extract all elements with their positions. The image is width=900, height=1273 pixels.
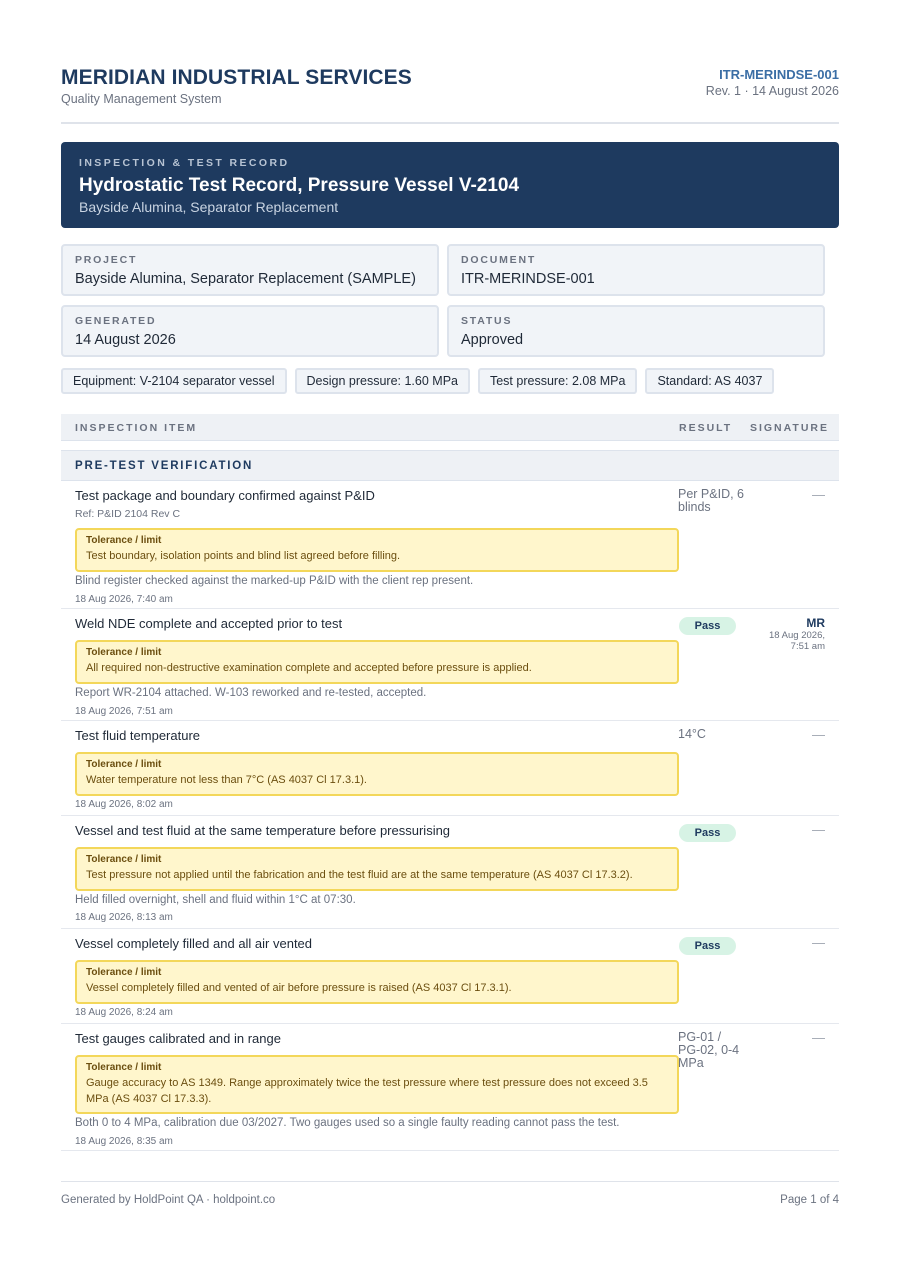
title-banner — [61, 142, 839, 228]
row-timestamp: 18 Aug 2026, 7:51 am — [75, 706, 173, 717]
document-header — [61, 0, 839, 124]
table-row — [61, 481, 839, 609]
spec-chips — [61, 368, 774, 394]
section-header — [61, 450, 839, 481]
table-row — [61, 1024, 839, 1151]
document-label: DOCUMENT — [461, 254, 537, 266]
row-signature: — — [812, 822, 825, 837]
system-name: Quality Management System — [61, 92, 222, 106]
header-doc-id: ITR-MERINDSE-001 — [719, 67, 839, 82]
document-value: ITR-MERINDSE-001 — [461, 271, 595, 287]
banner-subtitle: Bayside Alumina, Separator Replacement — [79, 199, 339, 215]
chip-design-pressure: Design pressure: 1.60 MPa — [295, 368, 470, 394]
row-note: Both 0 to 4 MPa, calibration due 03/2027. Two gauges used so a single faulty reading cannot pass the test. — [75, 1117, 620, 1129]
status-label: STATUS — [461, 315, 513, 327]
row-item: Weld NDE complete and accepted prior to test — [75, 616, 343, 631]
chip-test-pressure: Test pressure: 2.08 MPa — [478, 368, 637, 394]
row-ref: Ref: P&ID 2104 Rev C — [75, 508, 181, 520]
row-timestamp: 18 Aug 2026, 7:40 am — [75, 594, 173, 605]
table-row — [61, 929, 839, 1024]
row-item: Test fluid temperature — [75, 728, 201, 743]
pass-badge: Pass — [679, 824, 736, 842]
signature-date: 18 Aug 2026, 7:51 am — [769, 630, 825, 652]
status-card — [447, 305, 825, 357]
row-timestamp: 18 Aug 2026, 8:24 am — [75, 1007, 173, 1018]
page-number: Page 1 of 4 — [780, 1194, 839, 1206]
header-revision: Rev. 1 · 14 August 2026 — [705, 84, 839, 98]
row-result: Per P&ID, 6 blinds — [678, 487, 744, 514]
row-timestamp: 18 Aug 2026, 8:35 am — [75, 1136, 173, 1147]
tolerance-label: Tolerance / limit — [86, 535, 162, 546]
col-result-header: RESULT — [679, 422, 733, 434]
status-value: Approved — [461, 332, 524, 348]
tolerance-text: Test boundary, isolation points and blind list agreed before filling. — [86, 550, 401, 562]
tolerance-box — [75, 528, 679, 572]
row-result: PG-01 / PG-02, 0-4 MPa — [678, 1030, 740, 1070]
row-item: Vessel completely filled and all air vented — [75, 936, 313, 951]
generated-value: 14 August 2026 — [75, 332, 176, 348]
row-timestamp: 18 Aug 2026, 8:13 am — [75, 912, 173, 923]
page-title: Hydrostatic Test Record, Pressure Vessel V-2104 — [79, 175, 520, 196]
row-signature: — — [812, 727, 825, 742]
page — [61, 0, 839, 1206]
row-item: Vessel and test fluid at the same temperature before pressurising — [75, 823, 451, 838]
col-signature-header: SIGNATURE — [749, 422, 829, 434]
pass-badge: Pass — [679, 617, 736, 635]
tolerance-label: Tolerance / limit — [86, 759, 162, 770]
row-timestamp: 18 Aug 2026, 8:02 am — [75, 799, 173, 810]
table-row — [61, 816, 839, 929]
tolerance-label: Tolerance / limit — [86, 854, 162, 865]
tolerance-text: All required non-destructive examination complete and accepted before pressure is applied. — [86, 662, 532, 674]
company-name: MERIDIAN INDUSTRIAL SERVICES — [61, 66, 412, 89]
footer-generator: Generated by HoldPoint QA · holdpoint.co — [61, 1194, 276, 1206]
document-card — [447, 244, 825, 296]
row-signature: — — [812, 1030, 825, 1045]
tolerance-text: Test pressure not applied until the fabrication and the test fluid are at the same temperature (AS 4037 Cl 17.3.2). — [86, 869, 633, 881]
tolerance-text: Water temperature not less than 7°C (AS 4037 Cl 17.3.1). — [86, 774, 367, 786]
row-item: Test gauges calibrated and in range — [75, 1031, 281, 1046]
row-note: Report WR-2104 attached. W-103 reworked and re-tested, accepted. — [75, 687, 427, 699]
project-label: PROJECT — [75, 254, 138, 266]
tolerance-box — [75, 960, 679, 1004]
chip-equipment: Equipment: V-2104 separator vessel — [61, 368, 287, 394]
generated-label: GENERATED — [75, 315, 157, 327]
page-footer — [61, 1181, 839, 1206]
row-signature: — — [812, 487, 825, 502]
row-signature: — — [812, 935, 825, 950]
col-item-header: INSPECTION ITEM — [75, 422, 198, 434]
tolerance-label: Tolerance / limit — [86, 647, 162, 658]
banner-kicker: INSPECTION & TEST RECORD — [79, 157, 290, 169]
tolerance-box — [75, 752, 679, 796]
tolerance-text: Gauge accuracy to AS 1349. Range approximately twice the test pressure where test pressure does not exceed 3.5 MPa (AS 4037 Cl 17.3.3). — [86, 1077, 648, 1105]
section-title: PRE-TEST VERIFICATION — [75, 460, 254, 472]
tolerance-label: Tolerance / limit — [86, 967, 162, 978]
chip-standard: Standard: AS 4037 — [645, 368, 774, 394]
row-result: 14°C — [678, 727, 706, 741]
table-row — [61, 721, 839, 816]
pass-badge: Pass — [679, 937, 736, 955]
tolerance-box — [75, 847, 679, 891]
row-item: Test package and boundary confirmed against P&ID — [75, 488, 375, 503]
tolerance-box — [75, 640, 679, 684]
table-header — [61, 414, 839, 441]
row-note: Held filled overnight, shell and fluid within 1°C at 07:30. — [75, 894, 356, 906]
tolerance-box — [75, 1055, 679, 1114]
tolerance-text: Vessel completely filled and vented of air before pressure is raised (AS 4037 Cl 17.3.1). — [86, 982, 512, 994]
project-value: Bayside Alumina, Separator Replacement (SAMPLE) — [75, 271, 416, 287]
tolerance-label: Tolerance / limit — [86, 1062, 162, 1073]
table-row — [61, 609, 839, 721]
row-note: Blind register checked against the marked-up P&ID with the client rep present. — [75, 575, 474, 587]
signature-initials: MR — [806, 616, 825, 630]
generated-card — [61, 305, 439, 357]
project-card — [61, 244, 439, 296]
